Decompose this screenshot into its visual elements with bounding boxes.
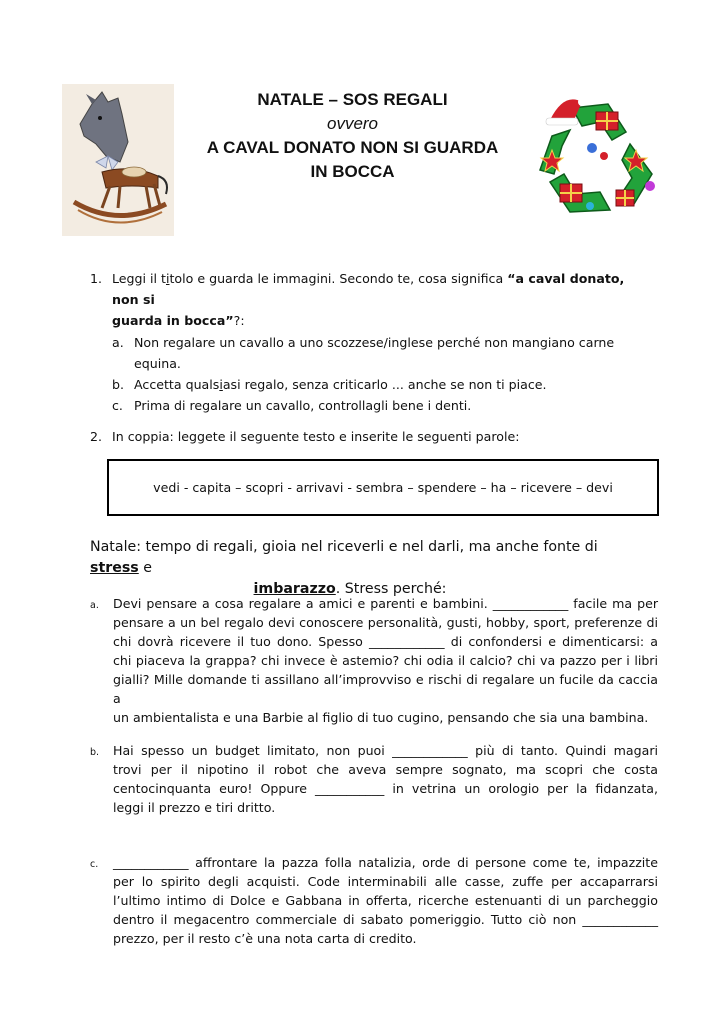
- option-text-underlined: i: [219, 377, 223, 392]
- question-2-number: 2.: [90, 429, 103, 444]
- paragraph-a-line: pensare a un bel regalo devi conoscere personalità, gusti, hobby, sport, preferenze di: [113, 615, 658, 630]
- paragraph-b: [90, 741, 658, 817]
- paragraph-a-line: chi piaceva la grappa? chi invece è astemio? chi odia il calcio? chi va pazzo per i libri: [113, 653, 658, 668]
- christmas-recycle-image: [530, 86, 666, 228]
- paragraph-a: [90, 594, 658, 727]
- intro-imbarazzo: imbarazzo: [253, 581, 336, 597]
- question-2: [90, 426, 650, 447]
- title-line-2: A CAVAL DONATO NON SI GUARDA: [206, 138, 499, 157]
- intro-line-1a: Natale: tempo di regali, gioia nel riceverli e nel darli, ma anche fonte di: [90, 539, 598, 555]
- title-line-3: IN BOCCA: [310, 162, 395, 181]
- word-bank: vedi - capita – scopri - arrivavi - sembra – spendere – ha – ricevere – devi: [153, 480, 613, 495]
- question-1-quote-2: guarda in bocca”: [112, 313, 234, 328]
- option-text: Non regalare un cavallo a uno scozzese/inglese perché non mangiano carne equina.: [134, 335, 615, 371]
- question-1-text-b: i: [165, 271, 170, 286]
- paragraph-a-line: un ambientalista e una Barbie al figlio di tuo cugino, pensando che sia una bambina.: [113, 710, 649, 725]
- question-1: [90, 268, 650, 331]
- option-text-end: asi regalo, senza criticarlo ... anche se non ti piace.: [222, 377, 547, 392]
- word-bank-box: [107, 459, 659, 516]
- paragraph-c-line: dentro il megacentro commerciale di sabato pomeriggio. Tutto ciò non ____________: [113, 912, 658, 927]
- option-letter: c.: [112, 398, 123, 413]
- question-2-text: In coppia: leggete il seguente testo e inserite le seguenti parole:: [112, 429, 520, 444]
- option-text: Prima di regalare un cavallo, controllagli bene i denti.: [134, 398, 472, 413]
- title-line-1: NATALE – SOS REGALI: [257, 90, 448, 109]
- option-b: [112, 374, 652, 395]
- paragraph-c-line: per lo spirito degli acquisti. Code interminabili alle casse, zuffe per accaparrarsi: [113, 874, 658, 889]
- question-1-tail: ?:: [233, 313, 245, 328]
- option-letter: a.: [112, 335, 124, 350]
- question-1-number: 1.: [90, 271, 103, 286]
- paragraph-a-line: chi dovrà ricevere il tuo dono. Spesso ____________ di confondersi e dimenticarsi: a: [113, 634, 658, 649]
- question-1-quote-1: “a caval donato, non si: [112, 271, 625, 307]
- intro-stress: stress: [90, 560, 139, 576]
- paragraph-b-letter: b.: [90, 747, 100, 758]
- title-ovvero: ovvero: [326, 114, 379, 133]
- paragraph-c: [90, 853, 658, 948]
- option-letter: b.: [112, 377, 124, 392]
- paragraph-c-line: ____________ affrontare la pazza folla natalizia, orde di persone come te, impazzite: [113, 855, 658, 870]
- intro-line-2b: . Stress perché:: [335, 581, 447, 597]
- paragraph-c-letter: c.: [90, 859, 99, 870]
- paragraph-a-line: Devi pensare a cosa regalare a amici e parenti e bambini. ____________ facile ma per: [113, 596, 658, 611]
- title-block: [180, 88, 525, 184]
- paragraph-a-line: gialli? Mille domande ti assillano all’improvviso e rischi di regalare un fucile da caccia a: [113, 672, 658, 706]
- intro-text: [90, 537, 650, 600]
- intro-line-1b: e: [138, 560, 152, 576]
- option-c: [112, 395, 652, 416]
- paragraph-b-line: centocinquanta euro! Oppure ___________ in vetrina un orologio per la fidanzata,: [113, 781, 658, 796]
- paragraph-c-line: prezzo, per il resto c’è una nota carta di credito.: [113, 931, 417, 946]
- paragraph-b-line: trovi per il nipotino il robot che aveva sempre sognato, ma scopri che costa: [113, 762, 658, 777]
- paragraph-a-letter: a.: [90, 600, 99, 611]
- option-a: [112, 332, 652, 374]
- rocking-horse-image: [62, 84, 174, 236]
- question-1-text-a: Leggi il t: [112, 271, 166, 286]
- question-1-text-c: tolo e guarda le immagini. Secondo te, cosa significa: [169, 271, 508, 286]
- paragraph-b-line: leggi il prezzo e tiri dritto.: [113, 800, 276, 815]
- paragraph-b-line: Hai spesso un budget limitato, non puoi ____________ più di tanto. Quindi magari: [113, 743, 658, 758]
- paragraph-c-line: l’ultimo intimo di Dolce e Gabbana in offerta, ricerche estenuanti di un parcheggio: [113, 893, 658, 908]
- question-1-options: [112, 332, 652, 416]
- option-text: Accetta quals: [134, 377, 220, 392]
